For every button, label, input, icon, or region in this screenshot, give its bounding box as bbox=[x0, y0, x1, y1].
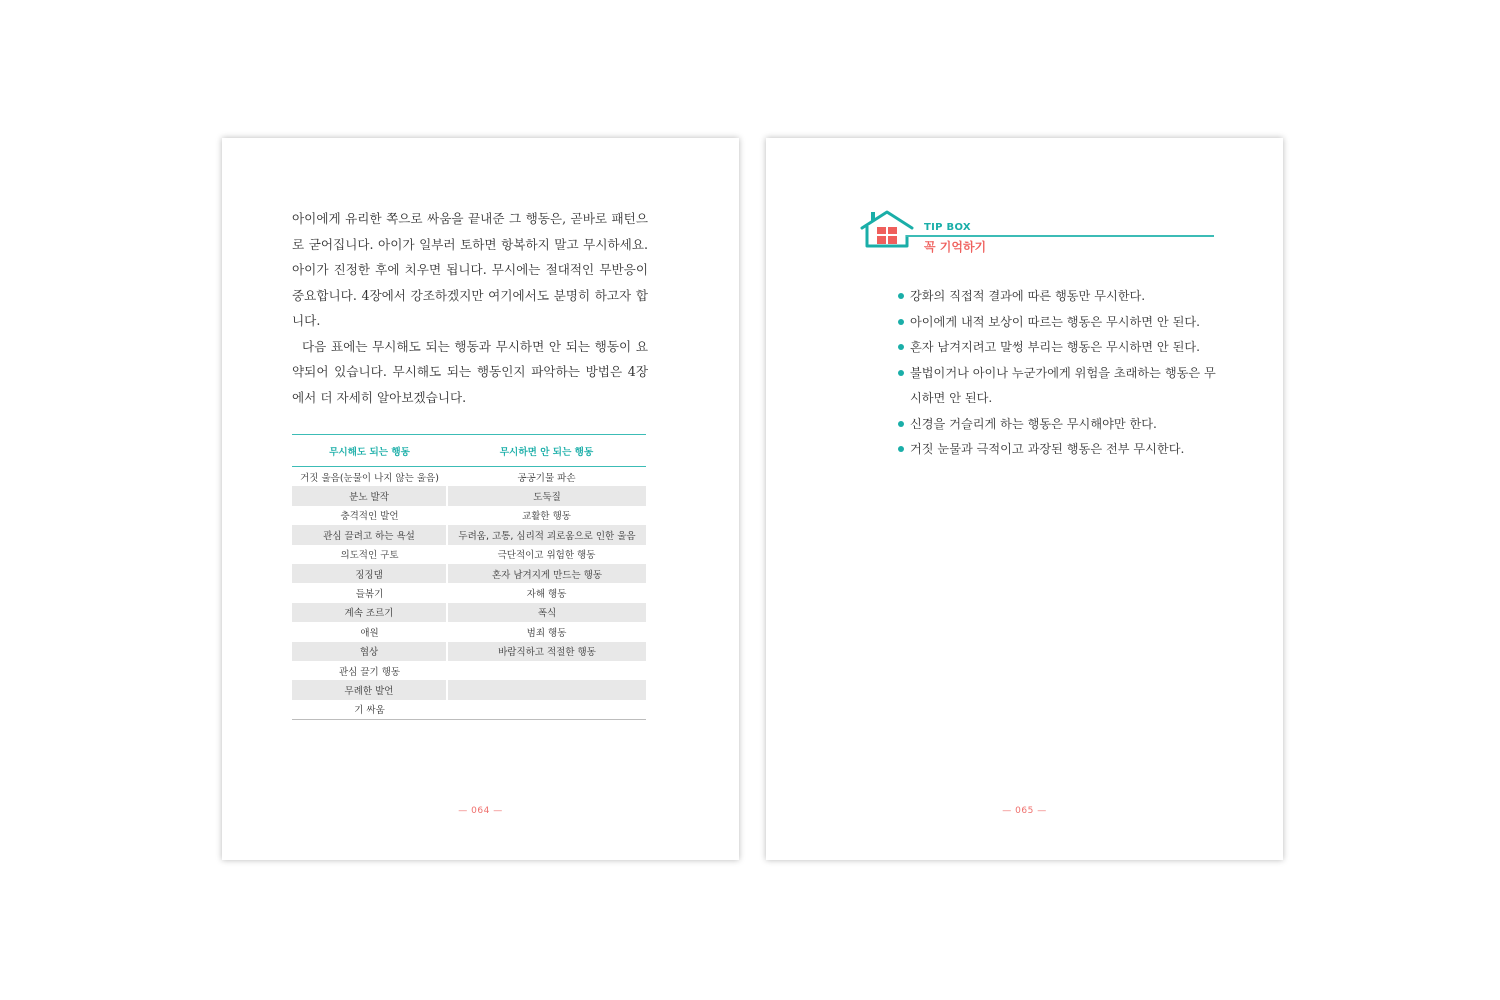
cell-ignorable: 계속 조르기 bbox=[292, 603, 447, 622]
table-row bbox=[292, 467, 646, 487]
tip-box-title: 꼭 기억하기 bbox=[924, 240, 987, 254]
cell-ignorable: 애원 bbox=[360, 627, 379, 639]
table-row bbox=[292, 622, 646, 641]
table-header-row bbox=[292, 435, 646, 467]
cell-not-ignorable: 폭식 bbox=[447, 603, 646, 622]
cell-ignorable: 들볶기 bbox=[355, 589, 384, 601]
list-item bbox=[898, 412, 1218, 438]
list-item bbox=[898, 361, 1218, 412]
list-item bbox=[898, 437, 1218, 463]
cell-not-ignorable: 공공기물 파손 bbox=[517, 472, 576, 484]
table-row bbox=[292, 564, 646, 583]
table-row bbox=[292, 583, 646, 602]
cell-not-ignorable: 도둑질 bbox=[447, 486, 646, 505]
house-icon bbox=[860, 208, 914, 248]
cell-not-ignorable: 바람직하고 적절한 행동 bbox=[447, 642, 646, 661]
table-row bbox=[292, 661, 646, 680]
header-ignorable: 무시해도 되는 행동 bbox=[292, 435, 447, 467]
table-row bbox=[292, 506, 646, 525]
list-item-text: 불법이거나 아이나 누군가에게 위험을 초래하는 행동은 무시하면 안 된다. bbox=[910, 365, 1216, 405]
bullet-dot-icon bbox=[898, 370, 904, 376]
list-item-text: 아이에게 내적 보상이 따르는 행동은 무시하면 안 된다. bbox=[910, 314, 1201, 329]
cell-ignorable: 관심 끌기 행동 bbox=[338, 666, 401, 678]
bullet-dot-icon bbox=[898, 319, 904, 325]
cell-ignorable: 의도적인 구토 bbox=[340, 550, 399, 562]
table-row bbox=[292, 545, 646, 564]
table-row bbox=[292, 603, 646, 622]
cell-not-ignorable: 극단적이고 위험한 행동 bbox=[497, 550, 596, 562]
list-item bbox=[898, 335, 1218, 361]
left-page bbox=[222, 138, 739, 860]
cell-not-ignorable: 교활한 행동 bbox=[522, 511, 571, 523]
table-row bbox=[292, 525, 646, 544]
bullet-dot-icon bbox=[898, 446, 904, 452]
behavior-table bbox=[292, 434, 646, 720]
tip-list bbox=[898, 284, 1218, 463]
table-row bbox=[292, 486, 646, 505]
page-number-right: — 065 — bbox=[1002, 806, 1047, 816]
cell-ignorable: 기 싸움 bbox=[292, 700, 447, 720]
cell-not-ignorable bbox=[447, 661, 646, 680]
cell-not-ignorable: 혼자 남겨지게 만드는 행동 bbox=[447, 564, 646, 583]
list-item-text: 강화의 직접적 결과에 따른 행동만 무시한다. bbox=[910, 289, 1146, 303]
right-page bbox=[766, 138, 1283, 860]
table-row bbox=[292, 642, 646, 661]
cell-not-ignorable: 자해 행동 bbox=[526, 589, 567, 601]
table-row bbox=[292, 700, 646, 720]
cell-not-ignorable bbox=[447, 680, 646, 699]
header-not-ignorable: 무시하면 안 되는 행동 bbox=[447, 435, 646, 467]
page-number-left: — 064 — bbox=[458, 806, 503, 816]
bullet-dot-icon bbox=[898, 293, 904, 299]
cell-not-ignorable bbox=[447, 700, 646, 720]
cell-ignorable: 관심 끌려고 하는 욕설 bbox=[292, 525, 447, 544]
cell-ignorable: 협상 bbox=[292, 642, 447, 661]
list-item-text: 혼자 남겨지려고 말썽 부리는 행동은 무시하면 안 된다. bbox=[910, 340, 1201, 354]
cell-ignorable: 거짓 울음(눈물이 나지 않는 울음) bbox=[300, 472, 439, 484]
cell-ignorable: 징징댐 bbox=[292, 564, 447, 583]
list-item-text: 거짓 눈물과 극적이고 과장된 행동은 전부 무시한다. bbox=[910, 442, 1185, 456]
cell-ignorable: 충격적인 발언 bbox=[340, 511, 399, 523]
table-body bbox=[292, 467, 646, 720]
table-row bbox=[292, 680, 646, 699]
cell-ignorable: 분노 발작 bbox=[292, 486, 447, 505]
cell-not-ignorable: 범죄 행동 bbox=[526, 627, 567, 639]
list-item bbox=[898, 284, 1218, 310]
tip-box-header bbox=[860, 208, 1220, 254]
list-item-text: 신경을 거슬리게 하는 행동은 무시해야만 한다. bbox=[910, 416, 1157, 431]
cell-ignorable: 무례한 발언 bbox=[292, 680, 447, 699]
tip-box-label: TIP BOX bbox=[924, 222, 971, 233]
tip-divider bbox=[906, 235, 1214, 237]
paragraph-1: 아이에게 유리한 쪽으로 싸움을 끝내준 그 행동은, 곧바로 패턴으로 굳어집니다. 아이가 일부러 토하면 항복하지 말고 무시하세요. 아이가 진정한 후에 치우면 됩니다. 무시에는 절대적인 무반응이 중요합니다. 4장에서 강조하겠지만 여기에서도 분명히 하고자 합니다. bbox=[292, 211, 648, 328]
bullet-dot-icon bbox=[898, 344, 904, 350]
body-text bbox=[292, 206, 648, 410]
list-item bbox=[898, 310, 1218, 336]
cell-not-ignorable: 두려움, 고통, 심리적 괴로움으로 인한 울음 bbox=[447, 525, 646, 544]
bullet-dot-icon bbox=[898, 421, 904, 427]
paragraph-2: 다음 표에는 무시해도 되는 행동과 무시하면 안 되는 행동이 요약되어 있습니다. 무시해도 되는 행동인지 파악하는 방법은 4장에서 더 자세히 알아보겠습니다. bbox=[292, 338, 648, 405]
